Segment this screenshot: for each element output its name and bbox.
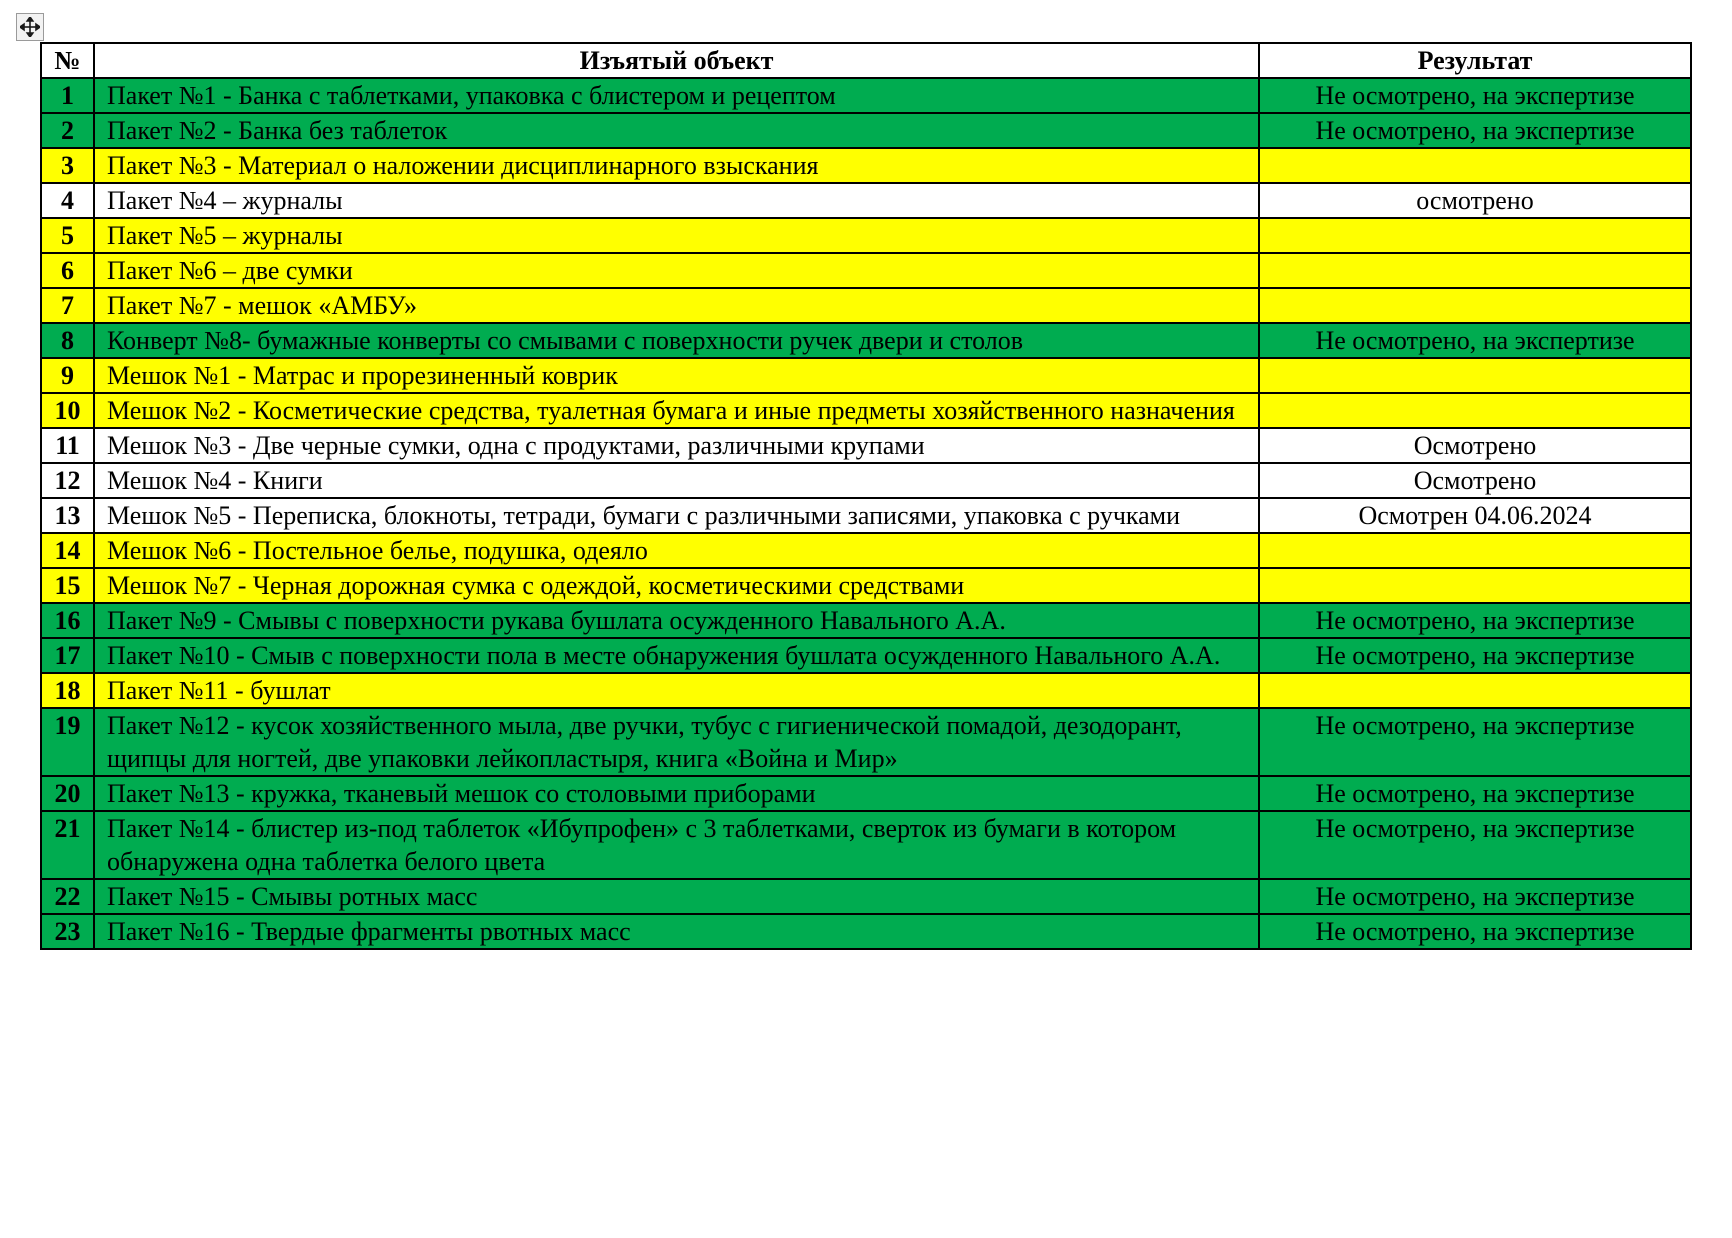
object-cell[interactable]: Пакет №6 – две сумки xyxy=(94,253,1259,288)
object-cell[interactable]: Мешок №1 - Матрас и прорезиненный коврик xyxy=(94,358,1259,393)
row-number-cell[interactable]: 14 xyxy=(41,533,94,568)
object-cell[interactable]: Пакет №1 - Банка с таблетками, упаковка с блистером и рецептом xyxy=(94,78,1259,113)
row-number-cell[interactable]: 21 xyxy=(41,811,94,879)
row-number-cell[interactable]: 20 xyxy=(41,776,94,811)
result-cell[interactable]: Не осмотрено, на экспертизе xyxy=(1259,708,1691,776)
object-cell[interactable]: Мешок №5 - Переписка, блокноты, тетради, бумаги с различными записями, упаковка с ручками xyxy=(94,498,1259,533)
table-row xyxy=(41,218,1691,253)
object-cell[interactable]: Мешок №7 - Черная дорожная сумка с одеждой, косметическими средствами xyxy=(94,568,1259,603)
row-number-cell[interactable]: 19 xyxy=(41,708,94,776)
table-row xyxy=(41,428,1691,463)
row-number-cell[interactable]: 11 xyxy=(41,428,94,463)
row-number-cell[interactable]: 10 xyxy=(41,393,94,428)
object-cell[interactable]: Конверт №8- бумажные конверты со смывами с поверхности ручек двери и столов xyxy=(94,323,1259,358)
row-number-cell[interactable]: 13 xyxy=(41,498,94,533)
result-cell[interactable] xyxy=(1259,533,1691,568)
table-row xyxy=(41,463,1691,498)
table-row xyxy=(41,253,1691,288)
table-row xyxy=(41,776,1691,811)
object-cell[interactable]: Мешок №3 - Две черные сумки, одна с продуктами, различными крупами xyxy=(94,428,1259,463)
result-cell[interactable] xyxy=(1259,393,1691,428)
result-cell[interactable]: Осмотрено xyxy=(1259,428,1691,463)
result-cell[interactable] xyxy=(1259,568,1691,603)
table-row xyxy=(41,78,1691,113)
table-row xyxy=(41,358,1691,393)
object-cell[interactable]: Пакет №5 – журналы xyxy=(94,218,1259,253)
table-row xyxy=(41,183,1691,218)
result-cell[interactable] xyxy=(1259,673,1691,708)
table-row xyxy=(41,498,1691,533)
object-cell[interactable]: Пакет №9 - Смывы с поверхности рукава бушлата осужденного Навального А.А. xyxy=(94,603,1259,638)
object-cell[interactable]: Пакет №14 - блистер из-под таблеток «Ибупрофен» с 3 таблетками, сверток из бумаги в котором обнаружена одна таблетка белого цвета xyxy=(94,811,1259,879)
table-row xyxy=(41,393,1691,428)
table-row xyxy=(41,708,1691,776)
row-number-cell[interactable]: 8 xyxy=(41,323,94,358)
col-header-number[interactable]: № xyxy=(41,43,94,78)
result-cell[interactable]: Осмотрено xyxy=(1259,463,1691,498)
table-row xyxy=(41,811,1691,879)
result-cell[interactable] xyxy=(1259,148,1691,183)
result-cell[interactable]: Не осмотрено, на экспертизе xyxy=(1259,776,1691,811)
result-cell[interactable]: осмотрено xyxy=(1259,183,1691,218)
result-cell[interactable]: Не осмотрено, на экспертизе xyxy=(1259,603,1691,638)
table-row xyxy=(41,568,1691,603)
row-number-cell[interactable]: 18 xyxy=(41,673,94,708)
table-row xyxy=(41,879,1691,914)
object-cell[interactable]: Мешок №2 - Косметические средства, туалетная бумага и иные предметы хозяйственного назначения xyxy=(94,393,1259,428)
seized-objects-table xyxy=(40,42,1692,950)
row-number-cell[interactable]: 1 xyxy=(41,78,94,113)
row-number-cell[interactable]: 23 xyxy=(41,914,94,949)
table-row xyxy=(41,148,1691,183)
object-cell[interactable]: Пакет №3 - Материал о наложении дисциплинарного взыскания xyxy=(94,148,1259,183)
row-number-cell[interactable]: 2 xyxy=(41,113,94,148)
table-row xyxy=(41,113,1691,148)
table-row xyxy=(41,673,1691,708)
table-row xyxy=(41,638,1691,673)
object-cell[interactable]: Пакет №2 - Банка без таблеток xyxy=(94,113,1259,148)
row-number-cell[interactable]: 22 xyxy=(41,879,94,914)
row-number-cell[interactable]: 15 xyxy=(41,568,94,603)
col-header-object[interactable]: Изъятый объект xyxy=(94,43,1259,78)
row-number-cell[interactable]: 12 xyxy=(41,463,94,498)
table-move-handle[interactable] xyxy=(16,13,44,41)
col-header-result[interactable]: Результат xyxy=(1259,43,1691,78)
object-cell[interactable]: Пакет №13 - кружка, тканевый мешок со столовыми приборами xyxy=(94,776,1259,811)
result-cell[interactable] xyxy=(1259,358,1691,393)
object-cell[interactable]: Мешок №4 - Книги xyxy=(94,463,1259,498)
result-cell[interactable]: Осмотрен 04.06.2024 xyxy=(1259,498,1691,533)
object-cell[interactable]: Пакет №4 – журналы xyxy=(94,183,1259,218)
object-cell[interactable]: Пакет №12 - кусок хозяйственного мыла, две ручки, тубус с гигиенической помадой, дезодорант, щипцы для ногтей, две упаковки лейкопластыря, книга «Война и Мир» xyxy=(94,708,1259,776)
result-cell[interactable]: Не осмотрено, на экспертизе xyxy=(1259,879,1691,914)
move-cross-icon xyxy=(20,17,40,37)
result-cell[interactable] xyxy=(1259,218,1691,253)
object-cell[interactable]: Пакет №15 - Смывы ротных масс xyxy=(94,879,1259,914)
row-number-cell[interactable]: 16 xyxy=(41,603,94,638)
result-cell[interactable] xyxy=(1259,253,1691,288)
result-cell[interactable]: Не осмотрено, на экспертизе xyxy=(1259,78,1691,113)
table-row xyxy=(41,288,1691,323)
object-cell[interactable]: Пакет №11 - бушлат xyxy=(94,673,1259,708)
row-number-cell[interactable]: 7 xyxy=(41,288,94,323)
row-number-cell[interactable]: 9 xyxy=(41,358,94,393)
header-row xyxy=(41,43,1691,78)
result-cell[interactable]: Не осмотрено, на экспертизе xyxy=(1259,323,1691,358)
result-cell[interactable]: Не осмотрено, на экспертизе xyxy=(1259,113,1691,148)
row-number-cell[interactable]: 5 xyxy=(41,218,94,253)
table-row xyxy=(41,914,1691,949)
result-cell[interactable] xyxy=(1259,288,1691,323)
row-number-cell[interactable]: 17 xyxy=(41,638,94,673)
row-number-cell[interactable]: 4 xyxy=(41,183,94,218)
row-number-cell[interactable]: 3 xyxy=(41,148,94,183)
object-cell[interactable]: Пакет №7 - мешок «АМБУ» xyxy=(94,288,1259,323)
object-cell[interactable]: Пакет №16 - Твердые фрагменты рвотных масс xyxy=(94,914,1259,949)
table-body xyxy=(41,78,1691,949)
row-number-cell[interactable]: 6 xyxy=(41,253,94,288)
object-cell[interactable]: Мешок №6 - Постельное белье, подушка, одеяло xyxy=(94,533,1259,568)
table-row xyxy=(41,323,1691,358)
result-cell[interactable]: Не осмотрено, на экспертизе xyxy=(1259,914,1691,949)
table-row xyxy=(41,533,1691,568)
object-cell[interactable]: Пакет №10 - Смыв с поверхности пола в месте обнаружения бушлата осужденного Навального А.А. xyxy=(94,638,1259,673)
result-cell[interactable]: Не осмотрено, на экспертизе xyxy=(1259,811,1691,879)
table-row xyxy=(41,603,1691,638)
result-cell[interactable]: Не осмотрено, на экспертизе xyxy=(1259,638,1691,673)
